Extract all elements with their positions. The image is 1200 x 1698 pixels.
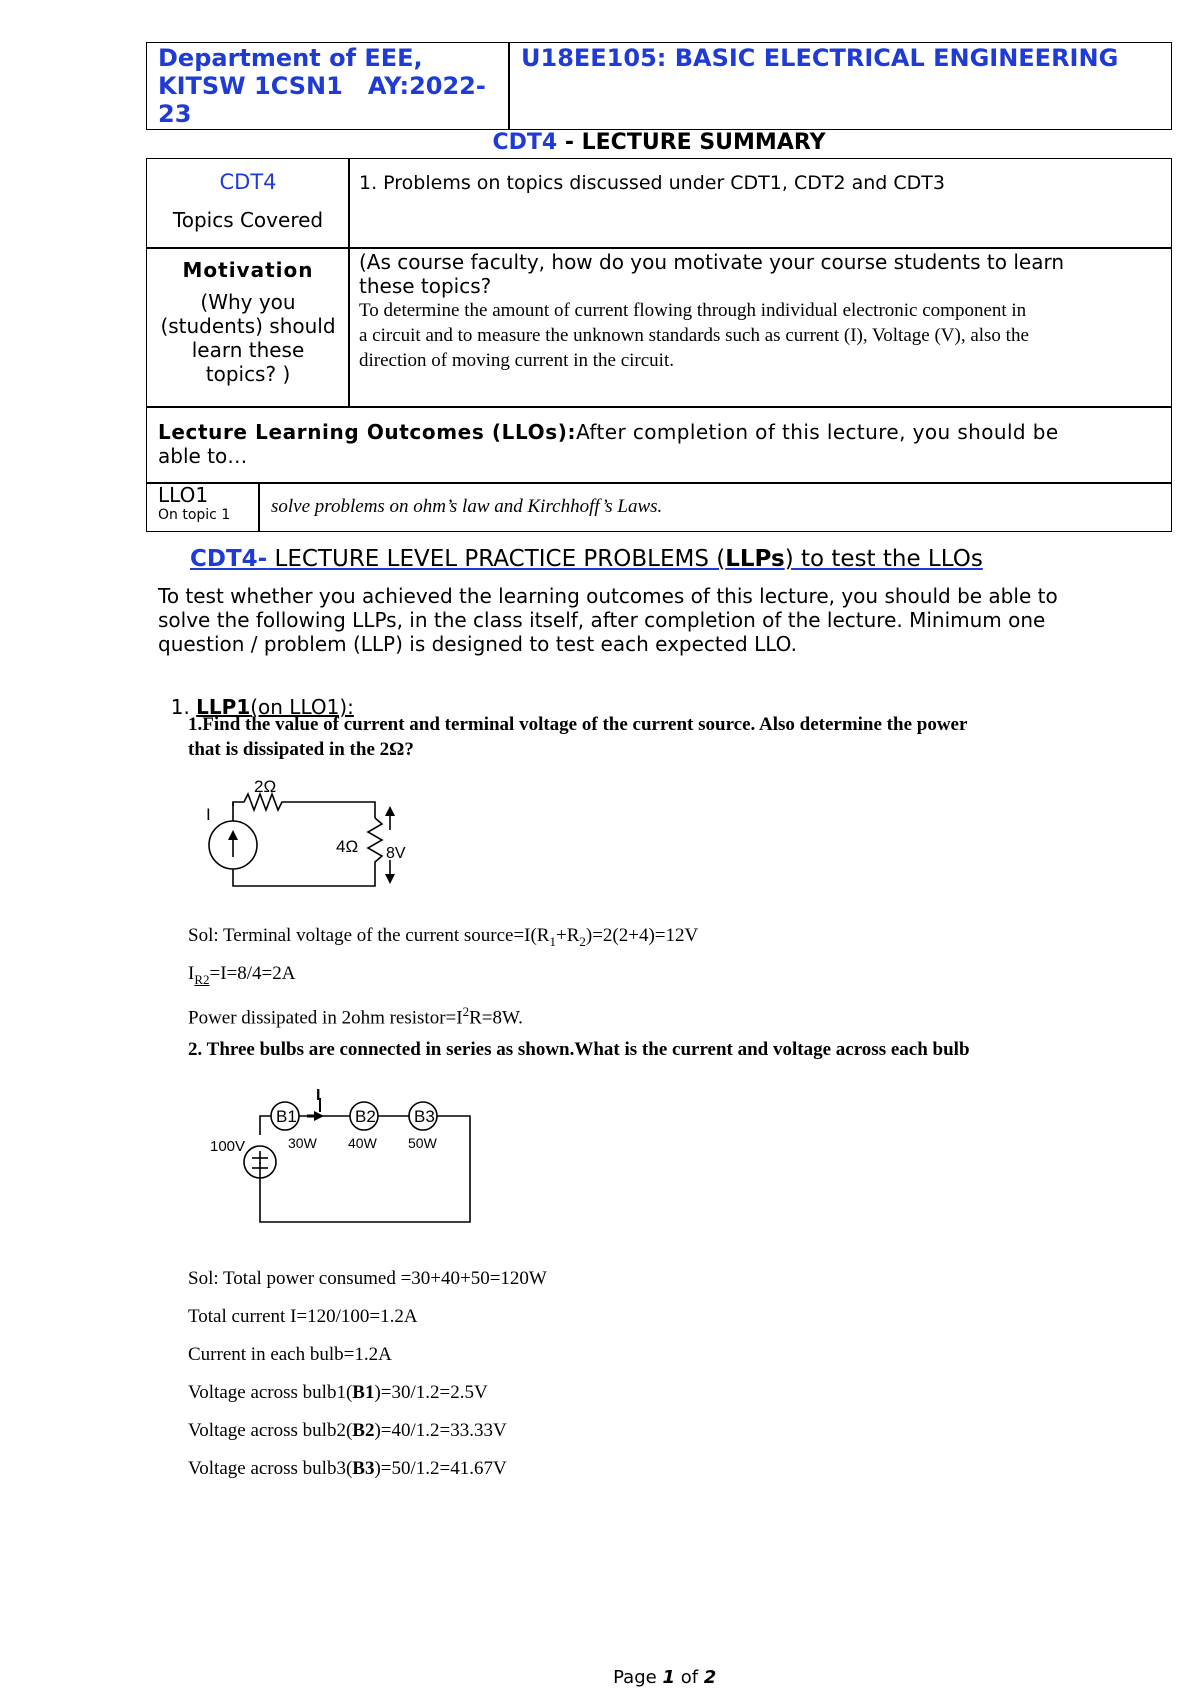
problem1-sol-3-a: Power dissipated in 2ohm resistor=I	[188, 1007, 463, 1029]
motivation-sub-1: (Why you	[200, 290, 296, 314]
practice-intro	[158, 584, 1058, 656]
lecture-summary-title	[0, 130, 1200, 156]
problem2-sol-5-b: B2	[352, 1420, 375, 1441]
problem2-fig-v: 100V	[210, 1138, 246, 1155]
footer-page-total: 2	[703, 1667, 717, 1688]
problem1-fig-i: I	[206, 805, 211, 824]
problem1-sol-1-mid: +R	[555, 925, 580, 946]
problem1-sol-1-sub2: 2	[579, 933, 586, 949]
llp1-number: 1.	[170, 695, 197, 719]
problem1-fig-v: 8V	[386, 845, 406, 862]
problem1-sol-2-sub: R2	[194, 971, 210, 987]
problem2-sol-3: Current in each bulb=1.2A	[188, 1344, 392, 1365]
problem2-sol-6-b: B3	[352, 1458, 375, 1479]
practice-intro-1: To test whether you achieved the learning outcomes of this lecture, you should be able to	[158, 584, 1058, 608]
problem2-sol-4-a: Voltage across bulb1(	[188, 1382, 353, 1403]
problem2-sol-4	[188, 1382, 488, 1404]
summary-row-divider-2	[146, 406, 1172, 408]
problem2-fig-b2: B2	[355, 1107, 376, 1126]
motivation-sub-4: topics? )	[205, 362, 291, 386]
llo-heading: Lecture Learning Outcomes (LLOs):	[158, 420, 577, 444]
practice-title-end: ) to test the LLOs	[784, 546, 983, 572]
problem2-fig-b3: B3	[414, 1107, 435, 1126]
problem1-circuit	[200, 774, 430, 894]
motivation-answer-2: a circuit and to measure the unknown standards such as current (I), Voltage (V), also the	[359, 325, 1029, 346]
problem2-circuit	[208, 1088, 478, 1228]
problem1-sol-1-text: Sol: Terminal voltage of the current source=I(R	[188, 925, 550, 946]
problem1-fig-r1: 2Ω	[254, 777, 277, 796]
problem1-question-2: that is dissipated in the 2Ω?	[188, 739, 414, 760]
motivation-sub-3: learn these	[191, 338, 305, 362]
department-line-3: 23	[158, 100, 192, 128]
department-line-2: KITSW 1CSN1 AY:2022-	[158, 72, 486, 100]
problem2-sol-6-a: Voltage across bulb3(	[188, 1458, 353, 1479]
llo-heading-cell	[158, 420, 1163, 468]
motivation-cell	[148, 258, 348, 386]
problem1-sol-1-end: )=2(2+4)=12V	[585, 925, 699, 946]
footer-of-word: of	[674, 1667, 704, 1688]
header-divider	[508, 42, 510, 130]
problem2-sol-6-c: )=50/1.2=41.67V	[374, 1458, 507, 1479]
problem2-sol-5	[188, 1420, 507, 1442]
summary-title-code: CDT4	[492, 130, 558, 155]
summary-row-divider-1	[146, 247, 1172, 249]
practice-title-bold: LLPs	[725, 546, 785, 572]
footer-page-num: 1	[662, 1667, 675, 1688]
motivation-question-2: these topics?	[359, 274, 492, 298]
motivation-answer-1: To determine the amount of current flowing through individual electronic component in	[359, 300, 1027, 321]
motivation-question-1: (As course faculty, how do you motivate your course students to learn	[359, 250, 1064, 274]
problem2-sol-4-b: B1	[352, 1382, 375, 1403]
problem2-fig-p1: 30W	[288, 1135, 317, 1151]
problem2-sol-5-a: Voltage across bulb2(	[188, 1420, 353, 1441]
topics-code: CDT4	[219, 170, 277, 194]
problem1-sol-3-sup: 2	[462, 1004, 470, 1019]
practice-title-code: CDT4-	[190, 546, 268, 572]
llo-intro-1: After completion of this lecture, you should be	[576, 420, 1059, 444]
practice-intro-2: solve the following LLPs, in the class itself, after completion of the lecture. Minimum one	[158, 608, 1046, 632]
department-info	[158, 44, 503, 128]
problem2-question: 2. Three bulbs are connected in series as shown.What is the current and voltage across each bulb	[188, 1039, 970, 1060]
problem2-sol-4-c: )=30/1.2=2.5V	[374, 1382, 488, 1403]
llp1-on: (on LLO1):	[250, 695, 354, 719]
practice-title-mid: LECTURE LEVEL PRACTICE PROBLEMS (	[267, 546, 726, 572]
llo1-sub: On topic 1	[158, 507, 231, 523]
topics-text: 1. Problems on topics discussed under CDT1, CDT2 and CDT3	[359, 172, 945, 194]
topics-cell	[148, 170, 348, 232]
topics-label: Topics Covered	[172, 208, 324, 232]
footer-page-word: Page	[613, 1667, 663, 1688]
department-line-1: Department of EEE,	[158, 44, 423, 72]
problem1-sol-2	[188, 963, 295, 991]
problem2-sol-5-c: )=40/1.2=33.33V	[374, 1420, 507, 1441]
llo1-label-cell	[158, 484, 230, 524]
problem1-sol-1	[188, 925, 698, 953]
problem1-sol-2-a: I	[188, 963, 195, 984]
problem2-sol-6	[188, 1458, 507, 1480]
problem2-fig-p2: 40W	[348, 1135, 377, 1151]
problem1-sol-3-b: R=8W.	[469, 1007, 523, 1029]
motivation-label: Motivation	[182, 258, 314, 282]
problem1-sol-3	[188, 1001, 523, 1029]
llp1-label: LLP1	[196, 695, 251, 719]
page-footer	[0, 1646, 1200, 1688]
problem1-fig-r2: 4Ω	[336, 837, 359, 856]
llo1-text: solve problems on ohm’s law and Kirchhoff’s Laws.	[271, 496, 663, 517]
summary-col-divider	[348, 158, 350, 406]
problem2-fig-i: I	[316, 1088, 321, 1104]
summary-row-divider-3	[146, 482, 1172, 484]
motivation-sub-2: (students) should	[160, 314, 336, 338]
motivation-text	[359, 250, 1169, 373]
problem1-question	[188, 712, 967, 762]
practice-intro-3: question / problem (LLP) is designed to test each expected LLO.	[158, 632, 797, 656]
problem2-sol-2: Total current I=120/100=1.2A	[188, 1306, 418, 1327]
problem1-sol-1-sub1: 1	[549, 933, 556, 949]
problem1-sol-2-b: =I=8/4=2A	[209, 963, 296, 984]
problem2-sol-1: Sol: Total power consumed =30+40+50=120W	[188, 1268, 547, 1289]
llo1-label: LLO1	[158, 483, 209, 507]
problem2-fig-b1: B1	[276, 1107, 297, 1126]
summary-title-rest: - LECTURE SUMMARY	[557, 130, 826, 155]
practice-title	[190, 545, 983, 573]
motivation-answer-3: direction of moving current in the circuit.	[359, 350, 674, 371]
course-title: U18EE105: BASIC ELECTRICAL ENGINEERING	[521, 44, 1119, 72]
llo-col-divider	[258, 482, 260, 532]
problem2-fig-p3: 50W	[408, 1135, 437, 1151]
problem1-question-1: 1.Find the value of current and terminal voltage of the current source. Also determine the power	[188, 714, 968, 735]
llo-intro-2: able to…	[158, 444, 248, 468]
